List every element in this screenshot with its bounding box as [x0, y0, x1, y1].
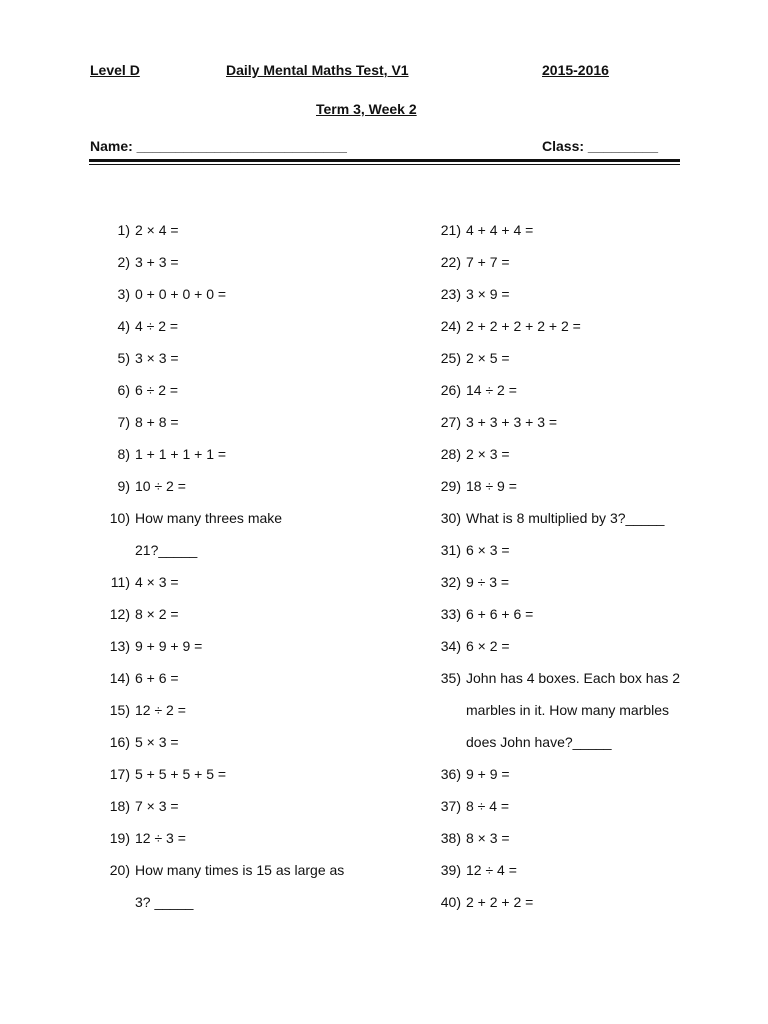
question-number: 22)	[440, 254, 461, 270]
question-text: 3 × 9 =	[466, 286, 510, 302]
question-text: 9 + 9 + 9 =	[135, 638, 203, 654]
question-number: 28)	[440, 446, 461, 462]
question-number: 24)	[440, 318, 461, 334]
question-number: 7)	[117, 414, 130, 430]
question-number: 27)	[440, 414, 461, 430]
question-number: 13)	[109, 638, 130, 654]
question-number: 19)	[109, 830, 130, 846]
question-text: 4 ÷ 2 =	[135, 318, 179, 334]
question-number: 29)	[440, 478, 461, 494]
question-number: 20)	[109, 862, 130, 878]
question-text: John has 4 boxes. Each box has 2	[466, 670, 681, 686]
question-text: 9 ÷ 3 =	[466, 574, 510, 590]
question-number: 33)	[440, 606, 461, 622]
question-text: How many threes make	[135, 510, 283, 526]
question-number: 25)	[440, 350, 461, 366]
question-number: 37)	[440, 798, 461, 814]
level-label: Level D	[90, 62, 140, 78]
question-number: 9)	[117, 478, 130, 494]
question-text: 3 + 3 =	[135, 254, 179, 270]
question-number: 36)	[440, 766, 461, 782]
question-text: 8 + 8 =	[135, 414, 179, 430]
question-text: 7 × 3 =	[135, 798, 179, 814]
question-number: 5)	[117, 350, 130, 366]
question-text: 5 × 3 =	[135, 734, 179, 750]
question-number: 8)	[117, 446, 130, 462]
question-text: What is 8 multiplied by 3?_____	[466, 510, 665, 526]
question-number: 12)	[109, 606, 130, 622]
question-number: 3)	[117, 286, 130, 302]
question-text: 3 × 3 =	[135, 350, 179, 366]
question-number: 30)	[440, 510, 461, 526]
term-week: Term 3, Week 2	[316, 101, 417, 117]
question-text: 5 + 5 + 5 + 5 =	[135, 766, 227, 782]
question-number: 35)	[440, 670, 461, 686]
header-rule-thick	[89, 159, 680, 162]
question-number: 14)	[109, 670, 130, 686]
question-text: 6 × 3 =	[466, 542, 510, 558]
question-text: 6 × 2 =	[466, 638, 510, 654]
question-text: 6 ÷ 2 =	[135, 382, 179, 398]
question-text: 18 ÷ 9 =	[466, 478, 517, 494]
question-number: 2)	[117, 254, 130, 270]
question-number: 32)	[440, 574, 461, 590]
question-text: 9 + 9 =	[466, 766, 510, 782]
question-number: 26)	[440, 382, 461, 398]
name-field-label: Name: ___________________________	[90, 138, 347, 154]
question-number: 34)	[440, 638, 461, 654]
question-text: 2 × 3 =	[466, 446, 510, 462]
question-number: 39)	[440, 862, 461, 878]
question-text: 7 + 7 =	[466, 254, 510, 270]
header-rule-thin	[89, 164, 680, 165]
question-number: 31)	[440, 542, 461, 558]
school-year: 2015-2016	[542, 62, 609, 78]
question-text: 21?_____	[135, 542, 198, 558]
question-text: 8 ÷ 4 =	[466, 798, 510, 814]
question-number: 6)	[117, 382, 130, 398]
question-text: 2 × 5 =	[466, 350, 510, 366]
question-number: 21)	[440, 222, 461, 238]
question-number: 11)	[110, 574, 130, 590]
question-text: 1 + 1 + 1 + 1 =	[135, 446, 227, 462]
test-title: Daily Mental Maths Test, V1	[226, 62, 409, 78]
class-field-label: Class: _________	[542, 138, 658, 154]
question-text: does John have?_____	[466, 734, 612, 750]
question-number: 1)	[117, 222, 130, 238]
question-number: 15)	[109, 702, 130, 718]
question-number: 10)	[109, 510, 130, 526]
question-text: 12 ÷ 2 =	[135, 702, 186, 718]
question-text: 3 + 3 + 3 + 3 =	[466, 414, 558, 430]
question-text: marbles in it. How many marbles	[466, 702, 670, 718]
question-text: 12 ÷ 3 =	[135, 830, 186, 846]
question-text: 3? _____	[135, 894, 194, 910]
question-text: 10 ÷ 2 =	[135, 478, 186, 494]
question-text: 6 + 6 + 6 =	[466, 606, 534, 622]
question-text: 2 × 4 =	[135, 222, 179, 238]
question-text: How many times is 15 as large as	[135, 862, 345, 878]
question-text: 14 ÷ 2 =	[466, 382, 517, 398]
question-text: 6 + 6 =	[135, 670, 179, 686]
question-number: 4)	[117, 318, 130, 334]
question-text: 0 + 0 + 0 + 0 =	[135, 286, 227, 302]
question-number: 16)	[109, 734, 130, 750]
question-number: 23)	[440, 286, 461, 302]
question-text: 2 + 2 + 2 =	[466, 894, 534, 910]
question-text: 4 × 3 =	[135, 574, 179, 590]
question-text: 8 × 3 =	[466, 830, 510, 846]
question-text: 8 × 2 =	[135, 606, 179, 622]
question-number: 17)	[109, 766, 130, 782]
question-text: 2 + 2 + 2 + 2 + 2 =	[466, 318, 581, 334]
question-text: 4 + 4 + 4 =	[466, 222, 534, 238]
question-number: 40)	[440, 894, 461, 910]
question-number: 18)	[109, 798, 130, 814]
question-text: 12 ÷ 4 =	[466, 862, 517, 878]
question-number: 38)	[440, 830, 461, 846]
